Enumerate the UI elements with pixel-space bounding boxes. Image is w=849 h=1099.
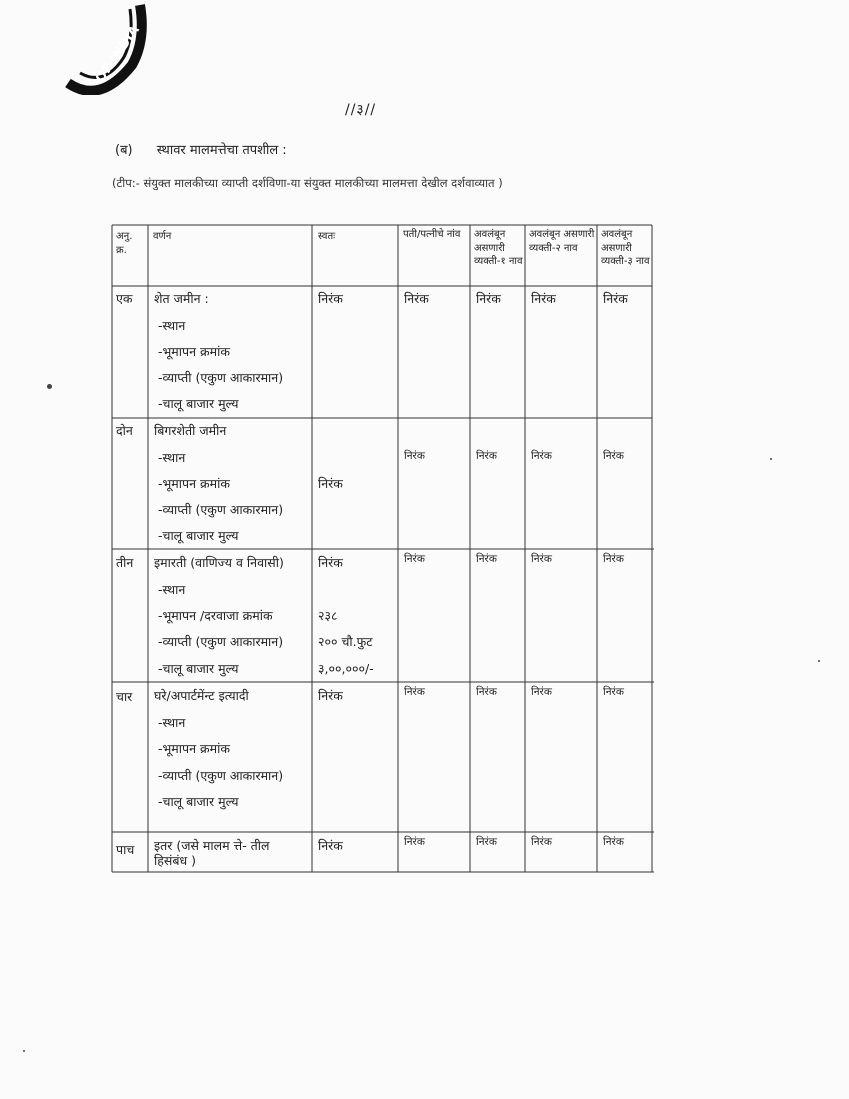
row-5-dep2: निरंक	[531, 836, 552, 848]
row-3-sub-location: -स्थान	[158, 582, 186, 597]
row-3-self-area: २०० चौ.फुट	[318, 634, 373, 649]
row-3-dep3: निरंक	[603, 553, 624, 565]
row-2-sub-location: -स्थान	[158, 450, 186, 465]
row-3-self-survey: २३८	[318, 608, 338, 623]
header-dependent-2: अवलंबून असणारी व्यक्ती-२ नाव	[529, 229, 595, 254]
row-2-spouse: निरंक	[404, 450, 425, 462]
row-2-self: निरंक	[318, 476, 343, 491]
row-1-sub-area: -व्याप्ती (एकुण आकारमान)	[158, 370, 284, 385]
row-2-sr: दोन	[116, 423, 133, 438]
row-1-self: निरंक	[318, 291, 343, 306]
row-1-dep1: निरंक	[476, 291, 501, 306]
row-4-dep3: निरंक	[603, 686, 624, 698]
row-5-dep1: निरंक	[476, 836, 497, 848]
svg-text:OF INDIA: OF INDIA	[92, 23, 143, 86]
row-5-dep3: निरंक	[603, 836, 624, 848]
page-number: //३//	[345, 102, 377, 118]
row-3-self-value: ३,००,०००/-	[318, 661, 374, 676]
row-1-sr: एक	[116, 291, 133, 306]
row-1-title: शेत जमीन :	[154, 291, 209, 306]
row-1-sub-value: -चालू बाजार मुल्य	[158, 396, 239, 411]
section-title: स्थावर मालमत्तेचा तपशील :	[156, 143, 287, 158]
row-1-dep3: निरंक	[603, 291, 628, 306]
row-5-spouse: निरंक	[404, 836, 425, 848]
row-2-dep3: निरंक	[603, 450, 624, 462]
row-3-title: इमारती (वाणिज्य व निवासी)	[154, 555, 284, 570]
row-4-dep2: निरंक	[531, 686, 552, 698]
header-dependent-3: अवलंबून असणारी व्यक्ती-३ नाव	[601, 229, 650, 267]
row-5-sr: पाच	[116, 842, 135, 857]
row-2-title: बिगरशेती जमीन	[154, 423, 227, 438]
scan-speck	[818, 660, 820, 662]
row-4-spouse: निरंक	[404, 686, 425, 698]
scan-speck	[770, 458, 772, 460]
row-4-sub-area: -व्याप्ती (एकुण आकारमान)	[158, 768, 284, 783]
row-4-self: निरंक	[318, 688, 343, 703]
header-spouse: पती/पत्नीचे नांव	[403, 229, 461, 240]
row-3-sr: तीन	[116, 555, 134, 570]
row-4-sub-value: -चालू बाजार मुल्य	[158, 794, 239, 809]
header-sr: अनु. क्र.	[116, 231, 133, 256]
header-self: स्वतः	[318, 231, 336, 242]
section-label: (ब)	[115, 143, 133, 158]
row-3-sub-value: -चालू बाजार मुल्य	[158, 661, 239, 676]
row-3-spouse: निरंक	[404, 553, 425, 565]
row-1-dep2: निरंक	[531, 291, 556, 306]
scan-speck	[23, 1050, 25, 1052]
row-1-sub-location: -स्थान	[158, 318, 186, 333]
row-5-self: निरंक	[318, 838, 343, 853]
row-3-dep2: निरंक	[531, 553, 552, 565]
row-4-sub-survey: -भूमापन क्रमांक	[158, 741, 230, 756]
row-2-dep1: निरंक	[476, 450, 497, 462]
row-2-sub-survey: -भूमापन क्रमांक	[158, 476, 230, 491]
row-2-dep2: निरंक	[531, 450, 552, 462]
row-3-sub-area: -व्याप्ती (एकुण आकारमान)	[158, 634, 284, 649]
header-description: वर्णन	[153, 231, 172, 242]
row-1-spouse: निरंक	[404, 291, 429, 306]
row-3-dep1: निरंक	[476, 553, 497, 565]
scan-speck	[47, 384, 52, 389]
row-3-self: निरंक	[318, 555, 343, 570]
row-1-sub-survey: -भूमापन क्रमांक	[158, 344, 230, 359]
header-dependent-1: अवलंबून असणारी व्यक्ती-१ नाव	[474, 229, 523, 267]
row-2-sub-area: -व्याप्ती (एकुण आकारमान)	[158, 502, 284, 517]
row-4-dep1: निरंक	[476, 686, 497, 698]
row-3-sub-survey: -भूमापन /दरवाजा क्रमांक	[158, 608, 273, 623]
row-4-title: घरे/अपार्टमेंन्ट इत्यादी	[154, 688, 249, 703]
note-text: (टीप:- संयुक्त मालकीच्या व्याप्ती दर्शविणा-या संयुक्त मालकीच्या मालमत्ता देखील दर्शवाव्यात )	[112, 176, 503, 190]
row-5-title: इतर (जसे मालम त्ते- तील हिसंबंध )	[154, 838, 270, 868]
row-4-sr: चार	[116, 689, 133, 704]
row-4-sub-location: -स्थान	[158, 715, 186, 730]
row-2-sub-value: -चालू बाजार मुल्य	[158, 528, 239, 543]
